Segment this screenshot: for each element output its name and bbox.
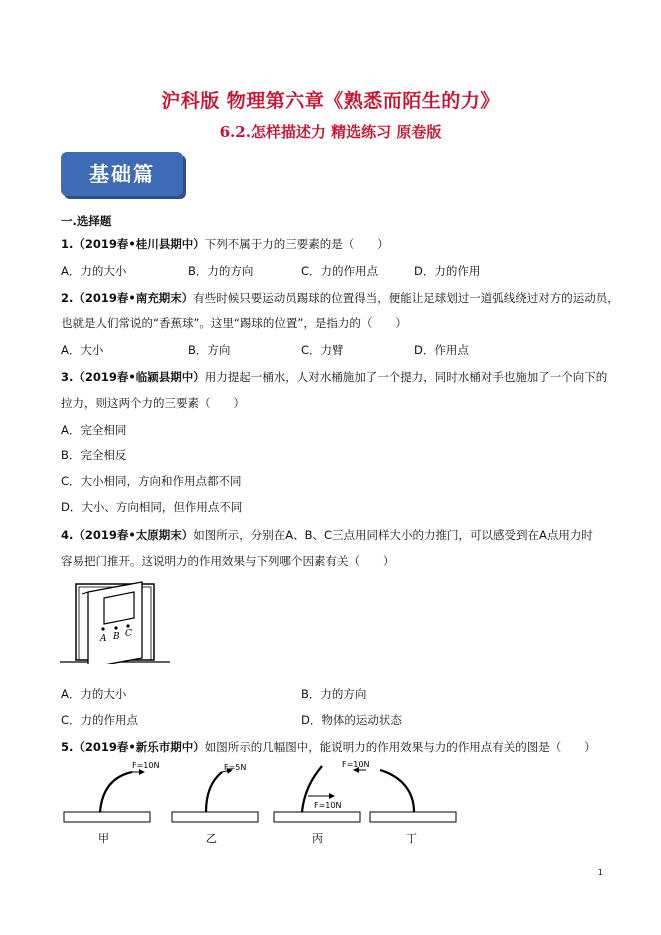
question-1	[61, 236, 389, 252]
point-a	[101, 627, 104, 630]
q4-option-a: A．力的大小	[61, 687, 127, 701]
point-c	[126, 624, 129, 627]
q3-option-a: A．完全相同	[61, 423, 127, 437]
section-heading: 一.选择题	[61, 214, 112, 228]
q4-option-c: C．力的作用点	[61, 713, 139, 727]
spring-figures	[60, 758, 480, 850]
base-jia	[64, 812, 150, 822]
force-label-bing: F=10N	[314, 801, 342, 810]
q2-option-d: D．作用点	[414, 343, 469, 357]
q4-option-d: D．物体的运动状态	[301, 713, 402, 727]
question-3-text-1: 用力提起一桶水，人对水桶施加了一个提力，同时水桶对手也施加了一个向下的	[204, 370, 608, 384]
question-2-text-2: 也就是人们常说的“香蕉球”。这里“踢球的位置”，是指力的（ ）	[61, 316, 407, 330]
q2-option-b: B．方向	[188, 343, 231, 357]
question-4	[61, 527, 593, 543]
question-2	[61, 290, 619, 306]
page-subtitle: 6.2.怎样描述力 精选练习 原卷版	[219, 123, 442, 141]
point-b	[114, 626, 117, 629]
q1-option-c: C．力的作用点	[301, 264, 379, 278]
question-1-source: 1.（2019春•桂川县期中）	[61, 237, 205, 251]
blade-ding	[380, 770, 414, 812]
question-3-text-2: 拉力，则这两个力的三要素（ ）	[61, 396, 245, 410]
blade-yi	[206, 772, 222, 812]
label-ding: 丁	[406, 832, 417, 845]
label-b: B	[113, 632, 120, 642]
label-bing: 丙	[312, 832, 323, 845]
force-label-jia: F=10N	[132, 761, 160, 770]
force-label-ding: F=10N	[342, 760, 370, 769]
question-4-text-1: 如图所示，分别在A、B、C三点用同样大小的力推门，可以感受到在A点用力时	[193, 528, 593, 542]
force-label-yi: F=5N	[224, 763, 247, 772]
q2-option-a: A．大小	[61, 343, 104, 357]
door-figure	[60, 580, 170, 664]
question-5-source: 5.（2019春•新乐市期中）	[61, 740, 205, 754]
door-window	[104, 592, 134, 624]
page-title: 沪科版 物理第六章《熟悉而陌生的力》	[161, 90, 500, 112]
label-yi: 乙	[206, 832, 217, 845]
q4-option-b: B．力的方向	[301, 687, 367, 701]
question-4-text-2: 容易把门推开。这说明力的作用效果与下列哪个因素有关（ ）	[61, 554, 395, 568]
q2-option-c: C．力臂	[301, 343, 344, 357]
q3-option-d: D．大小、方向相同，但作用点不同	[61, 500, 243, 514]
question-5-text: 如图所示的几幅图中，能说明力的作用效果与力的作用点有关的图是（ ）	[204, 740, 596, 754]
q1-option-b: B．力的方向	[188, 264, 254, 278]
page-number: 1	[597, 868, 603, 877]
label-a: A	[100, 634, 107, 644]
label-jia: 甲	[98, 832, 109, 845]
question-5	[61, 739, 596, 755]
section-banner	[61, 152, 183, 196]
section-banner-label: 基础篇	[89, 162, 155, 186]
q3-option-b: B．完全相反	[61, 448, 127, 462]
q3-option-c: C．大小相同，方向和作用点都不同	[61, 474, 242, 488]
blade-jia	[100, 772, 132, 812]
question-3	[61, 369, 607, 385]
question-4-source: 4.（2019春•太原期末）	[61, 528, 194, 542]
q1-option-d: D．力的作用	[414, 264, 481, 278]
q1-option-a: A．力的大小	[61, 264, 127, 278]
label-c: C	[125, 629, 132, 639]
question-3-source: 3.（2019春•临颍县期中）	[61, 370, 205, 384]
question-2-source: 2.（2019春•南充期末）	[61, 291, 194, 305]
base-ding	[370, 812, 456, 822]
question-1-text: 下列不属于力的三要素的是（ ）	[204, 237, 389, 251]
question-2-text-1: 有些时候只要运动员踢球的位置得当，便能让足球划过一道弧线绕过对方的运动员，	[193, 291, 619, 305]
base-yi	[172, 812, 258, 822]
base-bing	[274, 812, 360, 822]
